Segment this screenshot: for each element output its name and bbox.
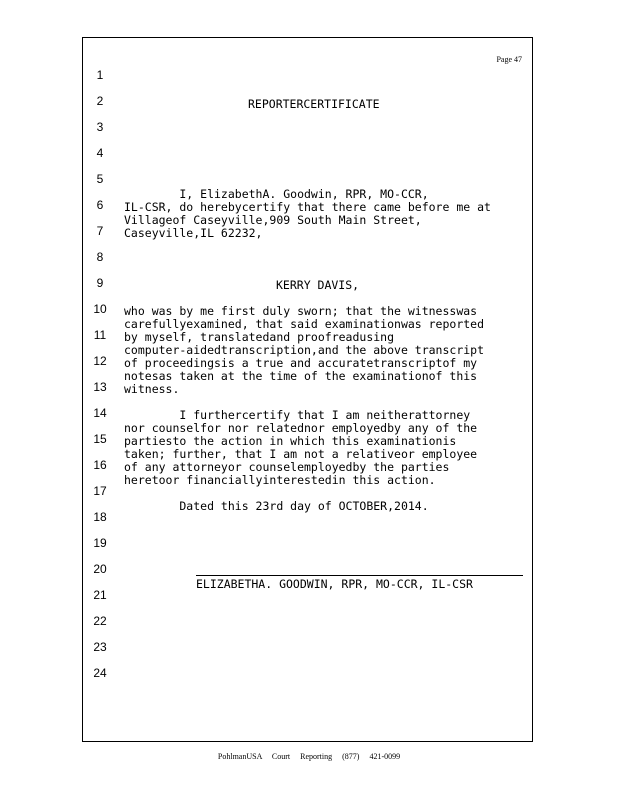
text-line: of any attorneyor counselemployedby the parties [124, 460, 450, 474]
text-line: I furthercertify that I am neitherattorney [124, 408, 471, 422]
line-number: 6 [96, 198, 104, 212]
line-number: 11 [93, 328, 107, 342]
line-number: 1 [96, 68, 104, 82]
line-number: 5 [96, 172, 104, 186]
text-line: notesas taken at the time of the examinationof this [124, 369, 478, 383]
text-line: I, ElizabethA. Goodwin, RPR, MO-CCR, [124, 187, 429, 201]
line-number: 4 [96, 146, 104, 160]
line-number: 2 [96, 94, 104, 108]
line-number: 13 [93, 380, 107, 394]
witness-name: KERRY DAVIS, [276, 278, 360, 292]
text-line: witness. [124, 382, 180, 396]
page-footer: PohlmanUSA Court Reporting (877) 421-0099 [217, 752, 401, 761]
certificate-title: REPORTERCERTIFICATE [248, 97, 380, 111]
line-number: 10 [93, 302, 107, 316]
text-line: who was by me first duly sworn; that the witnesswas [124, 304, 478, 318]
text-line: computer-aidedtranscription,and the above transcript [124, 343, 485, 357]
text-line: IL-CSR, do herebycertify that there came before me at [124, 200, 491, 214]
line-number: 12 [93, 354, 107, 368]
line-number: 16 [93, 458, 107, 472]
line-number: 17 [93, 484, 107, 498]
line-number: 19 [93, 536, 107, 550]
line-number: 24 [93, 666, 107, 680]
line-number: 8 [96, 250, 104, 264]
line-number: 15 [93, 432, 107, 446]
text-line: of proceedingsis a true and accuratetranscriptof my [124, 356, 478, 370]
line-number: 21 [93, 588, 107, 602]
dated-line: Dated this 23rd day of OCTOBER,2014. [124, 499, 429, 513]
reporter-signature-name: ELIZABETHA. GOODWIN, RPR, MO-CCR, IL-CSR [196, 577, 473, 591]
text-line: Caseyville,IL 62232, [124, 226, 263, 240]
text-line: taken; further, that I am not a relativeor employee [124, 447, 478, 461]
text-line: by myself, translatedand proofreadusing [124, 330, 395, 344]
line-number: 14 [93, 406, 107, 420]
signature-line [196, 575, 523, 576]
line-number: 18 [93, 510, 107, 524]
text-line: nor counselfor nor relatednor employedby any of the [124, 421, 478, 435]
line-number: 9 [96, 276, 104, 290]
line-number: 20 [93, 562, 107, 576]
line-number: 23 [93, 640, 107, 654]
line-number: 3 [96, 120, 104, 134]
line-number: 22 [93, 614, 107, 628]
line-number: 7 [96, 224, 104, 238]
text-line: partiesto the action in which this examinationis [124, 434, 457, 448]
transcript-page [82, 37, 533, 742]
text-line: Villageof Caseyville,909 South Main Street, [124, 213, 422, 227]
text-line: heretoor financiallyinterestedin this action. [124, 473, 436, 487]
page-number: Page 47 [496, 55, 522, 64]
text-line: carefullyexamined, that said examinationwas reported [124, 317, 485, 331]
